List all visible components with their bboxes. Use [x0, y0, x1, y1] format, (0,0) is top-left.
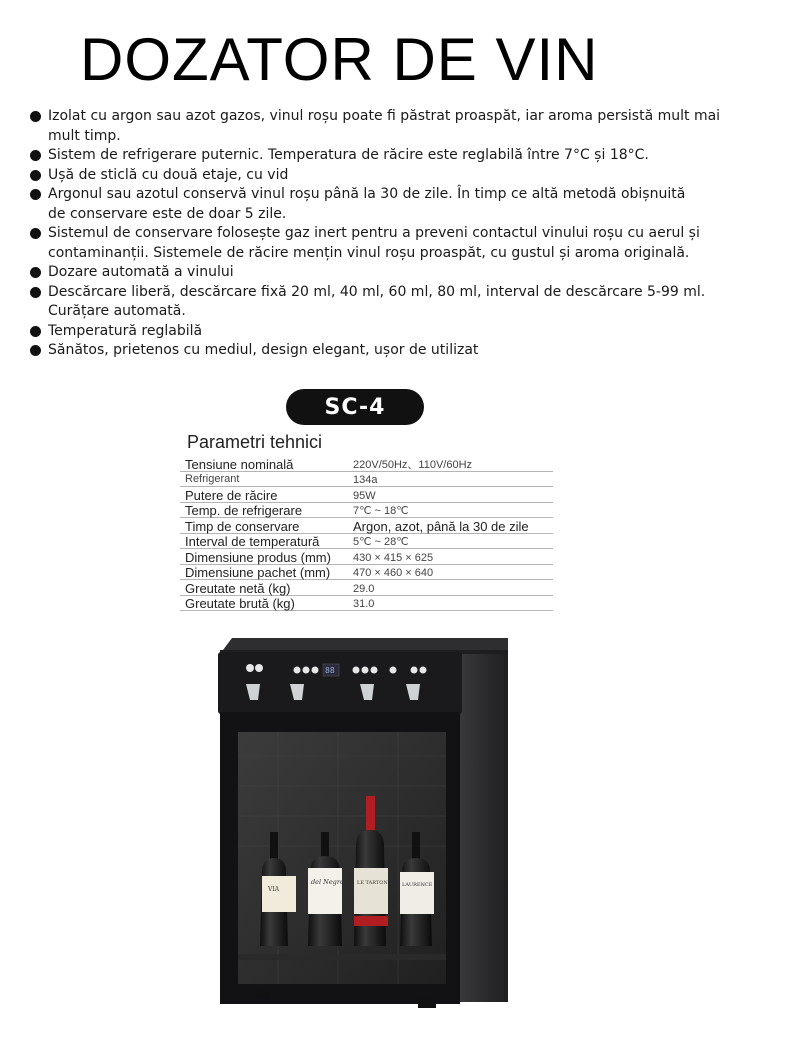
spec-label: Greutate brută (kg) [185, 596, 295, 611]
spec-value: 95W [353, 489, 376, 502]
bottle-label-2: del Negro [311, 878, 344, 886]
wine-dispenser-photo [218, 636, 510, 1010]
spec-row [180, 580, 553, 596]
feature-item: Argonul sau azotul conservă vinul roșu până la 30 de zile. În timp ce altă metodă obișnuită de conservare este de doar 5 zile. [30, 185, 750, 224]
page-title: DOZATOR DE VIN [80, 26, 599, 93]
spec-value: 5℃ ~ 28℃ [353, 536, 409, 548]
spec-value: 220V/50Hz、110V/60Hz [353, 458, 473, 471]
bottle-label-1: VIA [268, 886, 280, 893]
bullet-icon [30, 228, 41, 239]
spec-value: 7℃ ~ 18℃ [353, 505, 409, 517]
feature-item: Temperatură reglabilă [30, 322, 750, 342]
feature-item: Ușă de sticlă cu două etaje, cu vid [30, 166, 750, 186]
spec-value: 430 × 415 × 625 [353, 551, 434, 564]
spec-label: Refrigerant [185, 473, 240, 485]
spec-label: Putere de răcire [185, 487, 278, 503]
bullet-icon [30, 170, 41, 181]
feature-item: Sistemul de conservare folosește gaz inert pentru a preveni contactul vinului roșu cu aerul și contaminanții. Sistemele de răcire mențin vinul roșu proaspăt, cu gustul și aroma originală. [30, 224, 750, 263]
spec-value: Argon, azot, până la 30 de zile [353, 518, 529, 534]
temperature-display: 88 [325, 666, 335, 675]
spec-row [180, 503, 553, 519]
bullet-icon [30, 287, 41, 298]
spec-value: 134a [353, 474, 378, 486]
spec-label: Dimensiune pachet (mm) [185, 565, 331, 580]
spec-value: 31.0 [353, 598, 375, 610]
spec-label: Interval de temperatură [185, 534, 320, 549]
specs-title: Parametri tehnici [187, 432, 323, 452]
spec-value: 470 × 460 × 640 [353, 567, 434, 579]
bullet-icon [30, 150, 41, 161]
spec-row [180, 596, 553, 612]
spec-row [180, 534, 553, 550]
bullet-icon [30, 345, 41, 356]
spec-table [180, 456, 553, 611]
spec-value: 29.0 [353, 582, 375, 595]
spec-label: Temp. de refrigerare [185, 503, 303, 518]
feature-item: Dozare automată a vinului [30, 263, 750, 283]
model-badge: SC-4 [286, 389, 424, 425]
spec-label: Greutate netă (kg) [185, 580, 291, 596]
bullet-icon [30, 111, 41, 122]
bullet-icon [30, 326, 41, 337]
spec-row [180, 518, 553, 534]
spec-row [180, 565, 553, 581]
feature-item: Descărcare liberă, descărcare fixă 20 ml, 40 ml, 60 ml, 80 ml, interval de descărcare 5-99 ml. Curățare automată. [30, 283, 750, 322]
bullet-icon [30, 267, 41, 278]
spec-row [180, 472, 553, 488]
feature-item: Izolat cu argon sau azot gazos, vinul roșu poate fi păstrat proaspăt, iar aroma persistă mult mai mult timp. [30, 107, 750, 146]
feature-list [30, 107, 750, 361]
spec-row [180, 549, 553, 565]
feature-item: Sistem de refrigerare puternic. Temperatura de răcire este reglabilă între 7°C și 18°C. [30, 146, 750, 166]
spec-row [180, 487, 553, 503]
spec-row [180, 456, 553, 472]
spec-label: Tensiune nominală [185, 456, 294, 472]
bullet-icon [30, 189, 41, 200]
feature-item: Sănătos, prietenos cu mediul, design elegant, ușor de utilizat [30, 341, 750, 361]
bottle-label-4: LAURENCE [402, 882, 433, 888]
spec-label: Dimensiune produs (mm) [185, 549, 331, 565]
bottle-label-3: LE TARTON [357, 880, 388, 886]
spec-label: Timp de conservare [185, 518, 300, 534]
